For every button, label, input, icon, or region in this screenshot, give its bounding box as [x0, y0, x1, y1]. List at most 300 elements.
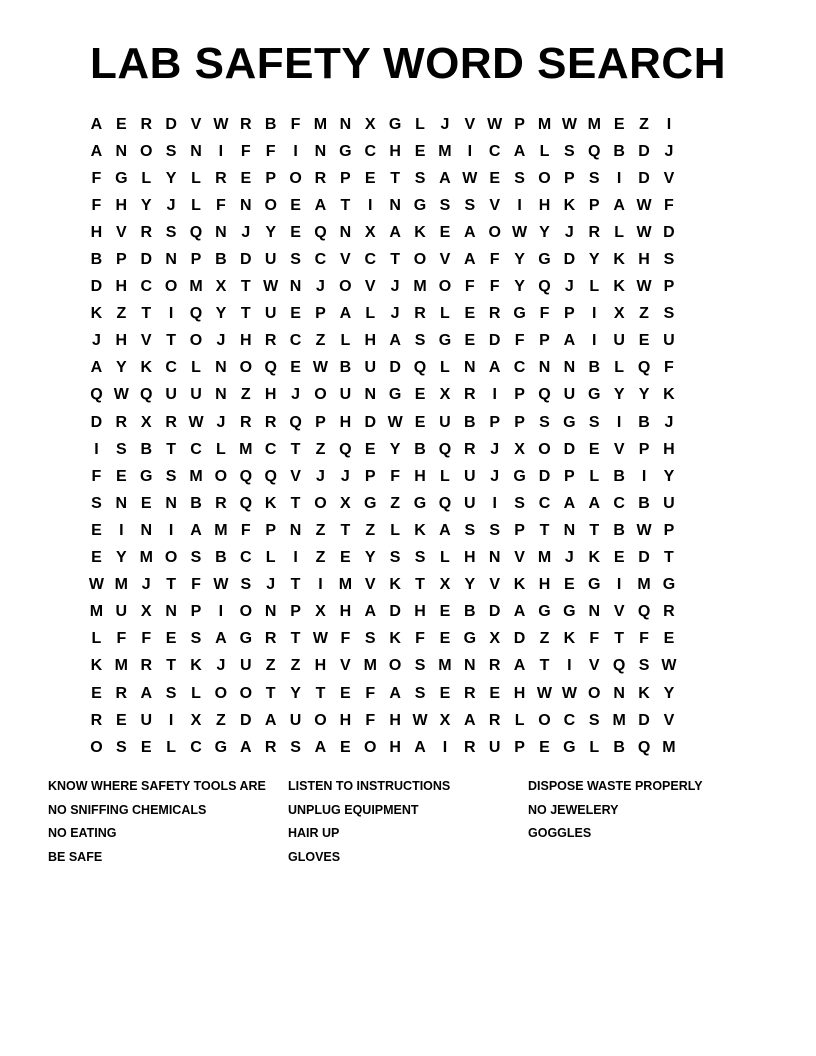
- grid-letter: N: [588, 603, 601, 621]
- grid-letter: V: [489, 196, 501, 214]
- grid-letter: W: [636, 223, 652, 241]
- grid-letter: A: [588, 494, 601, 512]
- grid-letter: O: [314, 386, 327, 404]
- grid-letter: N: [215, 386, 227, 404]
- grid-letter: N: [464, 359, 476, 377]
- grid-letter: S: [588, 169, 600, 187]
- grid-letter: H: [538, 196, 551, 214]
- grid-letter: C: [165, 359, 177, 377]
- grid-letter: F: [216, 196, 226, 214]
- grid-row: [84, 274, 732, 301]
- grid-letter: S: [514, 494, 525, 512]
- grid-letter: C: [190, 440, 202, 458]
- grid-letter: Q: [413, 359, 427, 377]
- word-list-item: NO EATING: [48, 826, 117, 841]
- grid-letter: C: [538, 494, 551, 512]
- grid-letter: U: [165, 386, 177, 404]
- grid-letter: I: [492, 386, 497, 404]
- grid-letter: R: [140, 657, 152, 675]
- grid-letter: C: [190, 738, 202, 756]
- grid-letter: N: [115, 494, 128, 512]
- grid-letter: N: [339, 115, 352, 133]
- grid-letter: I: [442, 738, 448, 756]
- grid-letter: I: [616, 169, 622, 187]
- grid-letter: O: [189, 332, 203, 350]
- grid-letter: N: [240, 196, 252, 214]
- grid-letter: A: [90, 142, 103, 160]
- grid-letter: K: [563, 196, 576, 214]
- grid-letter: K: [389, 576, 401, 594]
- grid-letter: S: [91, 494, 102, 512]
- grid-letter: Z: [216, 711, 226, 729]
- grid-letter: D: [513, 630, 526, 648]
- grid-letter: K: [90, 305, 103, 323]
- grid-letter: S: [588, 711, 600, 729]
- grid-letter: T: [166, 576, 176, 594]
- grid-letter: X: [215, 278, 227, 296]
- grid-letter: Z: [639, 115, 649, 133]
- grid-letter: V: [140, 332, 152, 350]
- grid-letter: Y: [514, 278, 525, 296]
- grid-letter: E: [91, 684, 102, 702]
- grid-letter: M: [313, 115, 328, 133]
- grid-letter: R: [240, 115, 252, 133]
- grid-letter: J: [216, 332, 226, 350]
- grid-letter: I: [641, 467, 647, 485]
- grid-letter: H: [389, 738, 401, 756]
- grid-letter: W: [412, 711, 428, 729]
- grid-letter: K: [140, 359, 152, 377]
- grid-letter: P: [364, 467, 376, 485]
- word-list-item: UNPLUG EQUIPMENT: [288, 802, 419, 817]
- grid-letter: O: [314, 494, 327, 512]
- grid-letter: P: [663, 521, 675, 539]
- grid-letter: I: [616, 413, 622, 431]
- grid-letter: T: [390, 169, 401, 187]
- grid-letter: P: [315, 305, 326, 323]
- grid-letter: R: [464, 738, 476, 756]
- grid-letter: B: [414, 440, 426, 458]
- grid-letter: Z: [116, 305, 127, 323]
- grid-row: [84, 111, 732, 138]
- grid-letter: P: [663, 278, 675, 296]
- grid-letter: V: [439, 251, 451, 269]
- grid-letter: T: [539, 521, 550, 539]
- grid-letter: E: [290, 359, 301, 377]
- grid-letter: X: [140, 413, 152, 431]
- grid-letter: A: [314, 196, 327, 214]
- word-list-item: GOGGLES: [528, 826, 592, 841]
- word-list-item: DISPOSE WASTE PROPERLY: [528, 779, 703, 793]
- grid-letter: D: [563, 440, 576, 458]
- grid-letter: H: [90, 223, 103, 241]
- grid-letter: E: [91, 521, 102, 539]
- grid-letter: P: [290, 603, 301, 621]
- grid-letter: S: [638, 657, 650, 675]
- grid-letter: N: [264, 603, 277, 621]
- grid-letter: B: [588, 359, 601, 377]
- grid-letter: T: [415, 576, 425, 594]
- grid-letter: A: [389, 332, 401, 350]
- grid-letter: L: [614, 223, 625, 241]
- grid-letter: S: [240, 576, 252, 594]
- grid-letter: Q: [438, 494, 452, 512]
- grid-letter: Y: [514, 251, 525, 269]
- grid-letter: I: [592, 332, 597, 350]
- grid-letter: H: [364, 332, 377, 350]
- grid-letter: Y: [165, 169, 177, 187]
- grid-letter: J: [241, 223, 251, 241]
- grid-letter: A: [140, 684, 152, 702]
- grid-letter: C: [488, 142, 501, 160]
- grid-letter: B: [638, 413, 650, 431]
- grid-letter: T: [390, 251, 401, 269]
- grid-letter: F: [116, 630, 127, 648]
- grid-letter: L: [216, 440, 226, 458]
- grid-letter: N: [464, 657, 476, 675]
- grid-letter: Q: [264, 467, 277, 485]
- grid-letter: J: [266, 576, 276, 594]
- grid-letter: E: [290, 196, 301, 214]
- grid-letter: L: [415, 115, 425, 133]
- grid-letter: Z: [315, 549, 326, 567]
- grid-letter: H: [389, 711, 401, 729]
- grid-row: [84, 490, 732, 517]
- grid-letter: D: [90, 413, 103, 431]
- grid-letter: J: [316, 467, 325, 485]
- grid-letter: T: [290, 440, 301, 458]
- grid-row: [84, 734, 732, 761]
- grid-letter: P: [514, 738, 525, 756]
- grid-letter: S: [464, 196, 476, 214]
- grid-letter: L: [440, 359, 450, 377]
- grid-letter: N: [538, 359, 551, 377]
- grid-letter: B: [215, 251, 227, 269]
- grid-letter: S: [489, 521, 501, 539]
- grid-letter: Q: [314, 223, 327, 241]
- grid-row: [84, 165, 732, 192]
- grid-letter: M: [438, 657, 452, 675]
- grid-letter: R: [215, 494, 227, 512]
- grid-letter: M: [189, 467, 203, 485]
- grid-letter: W: [188, 413, 204, 431]
- grid-letter: U: [115, 603, 128, 621]
- grid-letter: A: [513, 657, 526, 675]
- grid-letter: M: [114, 657, 128, 675]
- grid-letter: C: [364, 142, 377, 160]
- grid-letter: T: [614, 630, 625, 648]
- grid-letter: U: [240, 657, 252, 675]
- grid-letter: F: [91, 467, 102, 485]
- grid-letter: V: [290, 467, 301, 485]
- grid-letter: L: [614, 359, 625, 377]
- grid-letter: G: [388, 115, 402, 133]
- grid-letter: O: [239, 684, 253, 702]
- grid-letter: P: [265, 169, 277, 187]
- grid-letter: J: [664, 142, 674, 160]
- grid-letter: L: [514, 711, 525, 729]
- grid-letter: I: [517, 196, 522, 214]
- grid-letter: P: [514, 115, 525, 133]
- grid-letter: R: [264, 413, 277, 431]
- grid-letter: N: [389, 196, 401, 214]
- grid-letter: B: [613, 467, 625, 485]
- grid-letter: E: [539, 738, 550, 756]
- grid-letter: N: [289, 278, 302, 296]
- grid-letter: K: [414, 521, 426, 539]
- grid-letter: G: [463, 630, 477, 648]
- grid-letter: B: [90, 251, 103, 269]
- grid-letter: D: [538, 467, 551, 485]
- grid-letter: Y: [290, 684, 301, 702]
- grid-letter: E: [240, 169, 252, 187]
- grid-letter: H: [240, 332, 252, 350]
- grid-letter: L: [440, 305, 450, 323]
- grid-letter: O: [364, 738, 377, 756]
- grid-letter: Y: [389, 440, 401, 458]
- grid-letter: R: [314, 169, 327, 187]
- grid-letter: D: [165, 115, 177, 133]
- word-list-item: BE SAFE: [48, 850, 103, 865]
- grid-letter: L: [91, 630, 102, 648]
- grid-letter: R: [215, 169, 227, 187]
- grid-letter: F: [664, 359, 674, 377]
- grid-letter: K: [613, 278, 625, 296]
- word-list: [48, 776, 768, 871]
- grid-letter: Q: [90, 386, 103, 404]
- grid-letter: D: [638, 169, 650, 187]
- grid-letter: A: [439, 169, 451, 187]
- word-list-item: HAIR UP: [288, 826, 340, 841]
- grid-letter: F: [464, 278, 475, 296]
- grid-letter: O: [140, 142, 153, 160]
- grid-letter: W: [387, 413, 403, 431]
- grid-letter: U: [613, 332, 625, 350]
- grid-letter: C: [364, 251, 377, 269]
- grid-letter: Z: [639, 305, 649, 323]
- grid-letter: L: [539, 142, 550, 160]
- grid-letter: I: [168, 521, 174, 539]
- grid-letter: E: [613, 115, 625, 133]
- grid-letter: R: [464, 684, 476, 702]
- grid-letter: N: [215, 223, 227, 241]
- grid-letter: M: [612, 711, 626, 729]
- grid-letter: X: [315, 603, 326, 621]
- grid-letter: K: [513, 576, 526, 594]
- grid-letter: I: [592, 305, 597, 323]
- grid-letter: Q: [637, 603, 651, 621]
- grid-letter: U: [264, 305, 277, 323]
- grid-letter: R: [464, 386, 476, 404]
- grid-letter: B: [613, 142, 625, 160]
- grid-letter: P: [564, 169, 575, 187]
- grid-letter: G: [438, 332, 452, 350]
- grid-letter: J: [664, 413, 674, 431]
- grid-letter: S: [663, 251, 675, 269]
- grid-row: [84, 707, 732, 734]
- grid-letter: L: [589, 278, 600, 296]
- grid-letter: F: [265, 142, 276, 160]
- grid-letter: E: [489, 169, 501, 187]
- grid-letter: I: [567, 657, 572, 675]
- grid-letter: A: [314, 738, 327, 756]
- grid-letter: D: [140, 251, 152, 269]
- grid-letter: F: [141, 630, 152, 648]
- grid-letter: A: [414, 738, 426, 756]
- grid-letter: S: [663, 305, 675, 323]
- grid-letter: D: [240, 251, 252, 269]
- grid-letter: R: [663, 603, 675, 621]
- grid-letter: Q: [239, 467, 253, 485]
- grid-letter: M: [587, 115, 601, 133]
- grid-letter: E: [439, 630, 451, 648]
- grid-letter: O: [289, 169, 302, 187]
- grid-letter: X: [439, 711, 451, 729]
- grid-letter: E: [464, 305, 476, 323]
- grid-letter: O: [239, 603, 253, 621]
- grid-row: [84, 599, 732, 626]
- grid-letter: D: [638, 142, 650, 160]
- grid-letter: M: [537, 549, 552, 567]
- grid-letter: K: [638, 684, 650, 702]
- grid-letter: F: [539, 305, 550, 323]
- grid-letter: M: [214, 521, 228, 539]
- grid-letter: Z: [390, 494, 401, 512]
- grid-letter: B: [638, 494, 650, 512]
- grid-letter: E: [290, 223, 301, 241]
- grid-letter: Q: [140, 386, 153, 404]
- grid-letter: R: [588, 223, 601, 241]
- grid-letter: T: [589, 521, 600, 539]
- grid-letter: Y: [588, 251, 600, 269]
- grid-letter: V: [116, 223, 127, 241]
- grid-letter: C: [563, 711, 576, 729]
- grid-row: [84, 517, 732, 544]
- grid-letter: R: [414, 305, 426, 323]
- grid-letter: O: [588, 684, 601, 702]
- grid-row: [84, 382, 732, 409]
- grid-letter: O: [413, 251, 427, 269]
- grid-letter: N: [165, 494, 177, 512]
- grid-letter: A: [90, 115, 103, 133]
- grid-letter: E: [140, 738, 152, 756]
- grid-letter: D: [638, 711, 650, 729]
- grid-letter: V: [464, 115, 476, 133]
- grid-letter: E: [364, 440, 376, 458]
- grid-letter: S: [414, 549, 426, 567]
- grid-letter: R: [140, 223, 152, 241]
- grid-letter: W: [113, 386, 129, 404]
- grid-letter: X: [613, 305, 625, 323]
- grid-letter: A: [464, 223, 476, 241]
- grid-letter: Q: [637, 359, 651, 377]
- grid-letter: Z: [290, 657, 301, 675]
- grid-letter: O: [538, 440, 551, 458]
- grid-letter: Q: [538, 278, 551, 296]
- grid-letter: B: [464, 603, 476, 621]
- grid-letter: O: [214, 684, 228, 702]
- grid-letter: E: [340, 549, 351, 567]
- grid-letter: N: [613, 684, 625, 702]
- grid-letter: S: [116, 738, 127, 756]
- grid-letter: D: [364, 413, 377, 431]
- grid-letter: J: [216, 413, 226, 431]
- grid-letter: F: [191, 576, 201, 594]
- grid-letter: P: [315, 413, 326, 431]
- grid-letter: S: [414, 332, 426, 350]
- grid-letter: A: [513, 603, 526, 621]
- grid-letter: O: [214, 467, 228, 485]
- grid-letter: H: [339, 711, 352, 729]
- grid-letter: T: [166, 657, 176, 675]
- grid-letter: L: [365, 305, 376, 323]
- grid-letter: P: [588, 196, 600, 214]
- grid-letter: S: [165, 223, 177, 241]
- grid-letter: A: [613, 196, 625, 214]
- grid-letter: X: [439, 576, 451, 594]
- grid-letter: B: [613, 738, 625, 756]
- grid-letter: O: [164, 278, 178, 296]
- grid-letter: E: [340, 684, 351, 702]
- grid-letter: H: [115, 196, 128, 214]
- grid-letter: Y: [364, 549, 376, 567]
- grid-letter: G: [339, 142, 352, 160]
- grid-letter: H: [115, 278, 128, 296]
- grid-letter: A: [240, 738, 252, 756]
- word-list-item: NO JEWELERY: [528, 802, 619, 817]
- grid-letter: E: [116, 467, 127, 485]
- grid-letter: X: [190, 711, 202, 729]
- grid-row: [84, 328, 732, 355]
- grid-letter: B: [339, 359, 352, 377]
- grid-letter: J: [216, 657, 226, 675]
- grid-letter: R: [488, 657, 501, 675]
- grid-letter: M: [239, 440, 253, 458]
- grid-letter: Y: [464, 576, 476, 594]
- grid-letter: E: [364, 169, 376, 187]
- grid-letter: C: [289, 332, 302, 350]
- grid-letter: A: [563, 494, 576, 512]
- grid-letter: A: [464, 711, 476, 729]
- grid-letter: N: [314, 142, 327, 160]
- grid-letter: J: [490, 440, 500, 458]
- grid-letter: K: [90, 657, 103, 675]
- grid-letter: Q: [588, 142, 601, 160]
- grid-row: [84, 219, 732, 246]
- grid-letter: T: [240, 305, 251, 323]
- grid-letter: K: [563, 630, 576, 648]
- grid-letter: J: [141, 576, 151, 594]
- grid-letter: B: [613, 521, 625, 539]
- grid-letter: N: [140, 521, 152, 539]
- grid-letter: G: [413, 196, 427, 214]
- grid-letter: L: [440, 467, 450, 485]
- grid-letter: E: [588, 440, 600, 458]
- grid-letter: F: [489, 278, 500, 296]
- grid-letter: J: [291, 386, 301, 404]
- grid-letter: K: [588, 549, 601, 567]
- grid-letter: K: [264, 494, 277, 512]
- grid-row: [84, 355, 732, 382]
- grid-letter: R: [90, 711, 103, 729]
- grid-letter: T: [166, 440, 176, 458]
- grid-letter: U: [663, 332, 675, 350]
- grid-letter: A: [364, 603, 377, 621]
- grid-letter: D: [663, 223, 675, 241]
- grid-letter: N: [563, 521, 576, 539]
- grid-row: [84, 192, 732, 219]
- grid-letter: E: [414, 413, 426, 431]
